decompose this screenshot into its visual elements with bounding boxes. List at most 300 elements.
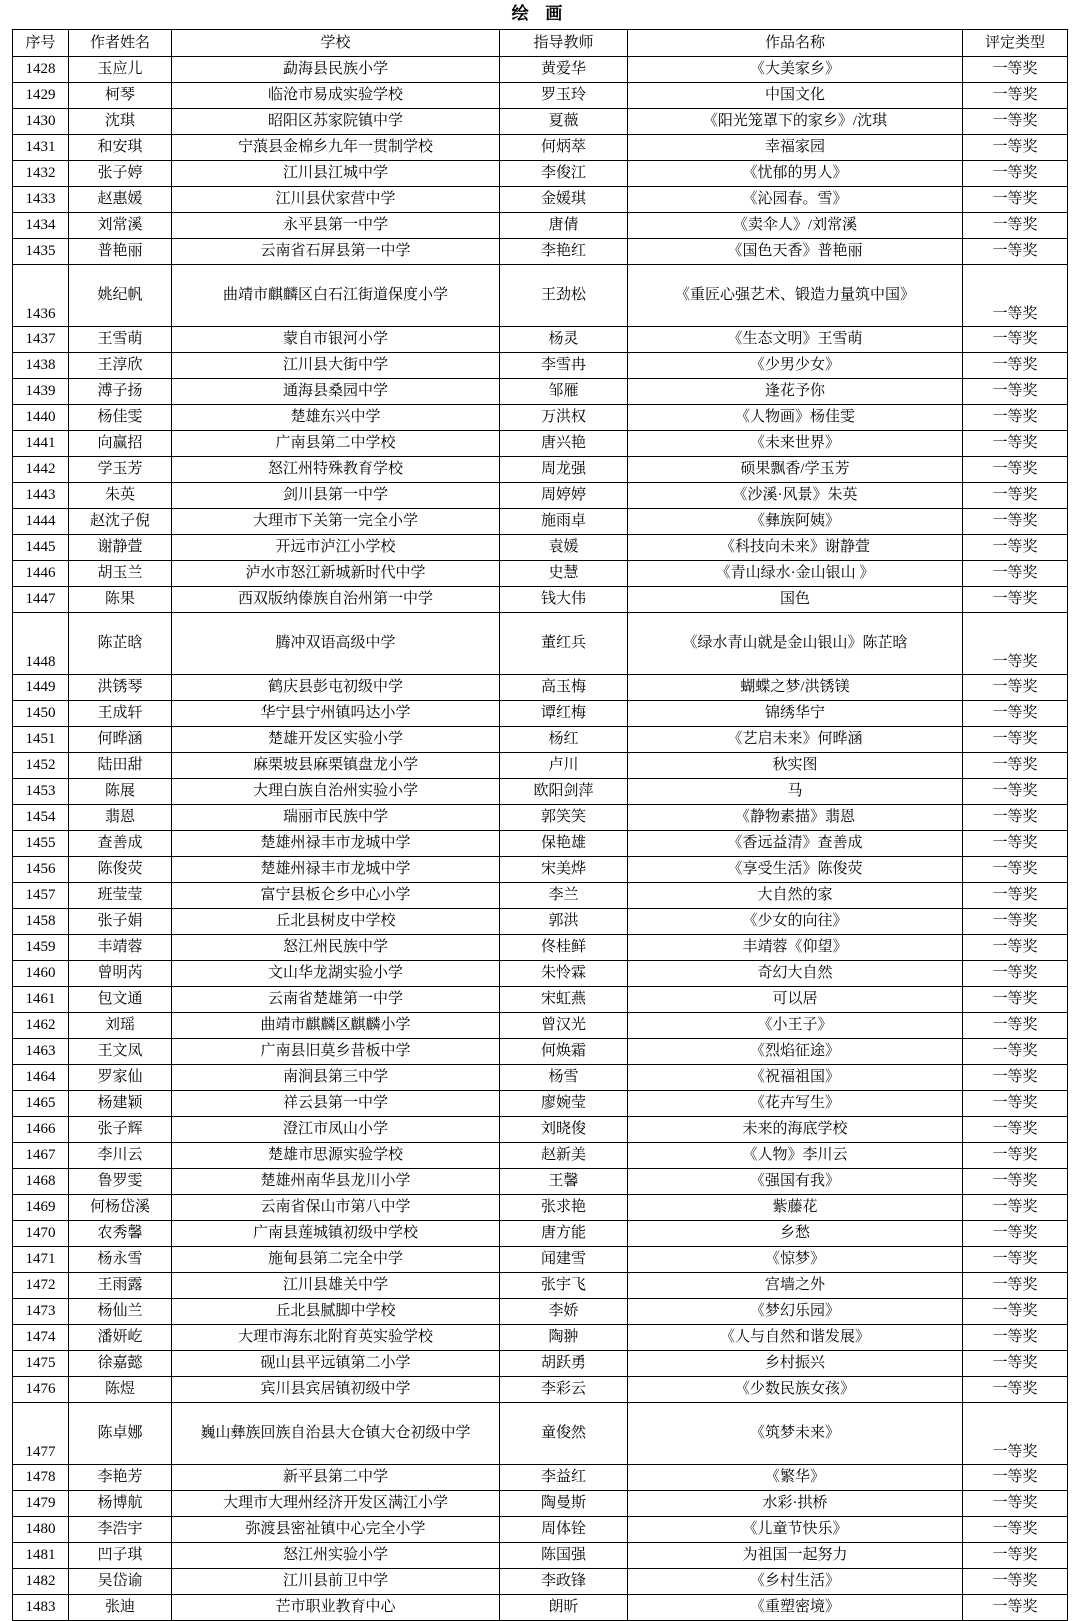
cell-author: 陈卓娜	[69, 1403, 172, 1465]
cell-school: 广南县旧莫乡昔板中学	[172, 1039, 500, 1065]
cell-author: 杨建颖	[69, 1091, 172, 1117]
cell-work: 《人与自然和谐发展》	[628, 1325, 963, 1351]
cell-author: 陈果	[69, 587, 172, 613]
cell-work: 《乡村生活》	[628, 1569, 963, 1595]
cell-award: 一等奖	[963, 1569, 1068, 1595]
cell-school: 曲靖市麒麟区白石江街道保度小学	[172, 265, 500, 327]
cell-seq: 1470	[13, 1221, 69, 1247]
cell-work: 逢花予你	[628, 379, 963, 405]
cell-school: 广南县莲城镇初级中学校	[172, 1221, 500, 1247]
cell-seq: 1433	[13, 187, 69, 213]
cell-award: 一等奖	[963, 213, 1068, 239]
cell-school: 瑞丽市民族中学	[172, 805, 500, 831]
cell-teacher: 邹雁	[500, 379, 628, 405]
table-row	[13, 561, 1068, 587]
column-header-school: 学校	[172, 30, 500, 57]
cell-school: 宾川县宾居镇初级中学	[172, 1377, 500, 1403]
cell-school: 剑川县第一中学	[172, 483, 500, 509]
cell-work: 《彝族阿姨》	[628, 509, 963, 535]
cell-seq: 1448	[13, 613, 69, 675]
cell-work: 《重匠心强艺术、锻造力量筑中国》	[628, 265, 963, 327]
cell-teacher: 杨红	[500, 727, 628, 753]
cell-award: 一等奖	[963, 1325, 1068, 1351]
cell-author: 杨永雪	[69, 1247, 172, 1273]
table-row	[13, 265, 1068, 327]
cell-teacher: 周龙强	[500, 457, 628, 483]
cell-award: 一等奖	[963, 1013, 1068, 1039]
cell-seq: 1473	[13, 1299, 69, 1325]
cell-seq: 1431	[13, 135, 69, 161]
table-row	[13, 987, 1068, 1013]
cell-award: 一等奖	[963, 727, 1068, 753]
cell-teacher: 夏薇	[500, 109, 628, 135]
cell-author: 胡玉兰	[69, 561, 172, 587]
cell-school: 蒙自市银河小学	[172, 327, 500, 353]
cell-seq: 1471	[13, 1247, 69, 1273]
cell-award: 一等奖	[963, 1273, 1068, 1299]
cell-teacher: 袁媛	[500, 535, 628, 561]
cell-school: 大理市下关第一完全小学	[172, 509, 500, 535]
cell-work: 《强国有我》	[628, 1169, 963, 1195]
cell-award: 一等奖	[963, 161, 1068, 187]
table-row	[13, 1595, 1068, 1621]
cell-author: 何杨岱溪	[69, 1195, 172, 1221]
cell-award: 一等奖	[963, 909, 1068, 935]
cell-work: 《惊梦》	[628, 1247, 963, 1273]
table-row	[13, 1351, 1068, 1377]
cell-author: 赵沈子倪	[69, 509, 172, 535]
cell-teacher: 何焕霜	[500, 1039, 628, 1065]
cell-award: 一等奖	[963, 1195, 1068, 1221]
cell-work: 硕果飘香/学玉芳	[628, 457, 963, 483]
cell-work: 《烈焰征途》	[628, 1039, 963, 1065]
cell-work: 乡愁	[628, 1221, 963, 1247]
cell-work: 《少数民族女孩》	[628, 1377, 963, 1403]
cell-teacher: 陈国强	[500, 1543, 628, 1569]
cell-award: 一等奖	[963, 187, 1068, 213]
cell-teacher: 李艳红	[500, 239, 628, 265]
table-row	[13, 1403, 1068, 1465]
table-row	[13, 779, 1068, 805]
cell-seq: 1446	[13, 561, 69, 587]
cell-author: 查善成	[69, 831, 172, 857]
cell-work: 秋实图	[628, 753, 963, 779]
cell-author: 李川云	[69, 1143, 172, 1169]
cell-author: 王雪萌	[69, 327, 172, 353]
cell-author: 曾明芮	[69, 961, 172, 987]
cell-school: 西双版纳傣族自治州第一中学	[172, 587, 500, 613]
cell-author: 李艳芳	[69, 1465, 172, 1491]
cell-school: 楚雄州南华县龙川小学	[172, 1169, 500, 1195]
cell-school: 大理市大理州经济开发区满江小学	[172, 1491, 500, 1517]
table-row	[13, 161, 1068, 187]
cell-author: 杨佳雯	[69, 405, 172, 431]
cell-seq: 1428	[13, 57, 69, 83]
cell-seq: 1462	[13, 1013, 69, 1039]
cell-award: 一等奖	[963, 353, 1068, 379]
cell-award: 一等奖	[963, 961, 1068, 987]
cell-school: 永平县第一中学	[172, 213, 500, 239]
cell-work: 《青山绿水·金山银山 》	[628, 561, 963, 587]
cell-school: 临沧市易成实验学校	[172, 83, 500, 109]
cell-award: 一等奖	[963, 1351, 1068, 1377]
cell-author: 王雨露	[69, 1273, 172, 1299]
cell-author: 刘瑶	[69, 1013, 172, 1039]
cell-school: 祥云县第一中学	[172, 1091, 500, 1117]
cell-award: 一等奖	[963, 1403, 1068, 1465]
cell-school: 芒市职业教育中心	[172, 1595, 500, 1621]
cell-work: 《沙溪·风景》朱英	[628, 483, 963, 509]
cell-seq: 1456	[13, 857, 69, 883]
table-row	[13, 613, 1068, 675]
cell-seq: 1477	[13, 1403, 69, 1465]
table-row	[13, 1377, 1068, 1403]
cell-teacher: 李彩云	[500, 1377, 628, 1403]
table-row	[13, 535, 1068, 561]
cell-award: 一等奖	[963, 1517, 1068, 1543]
table-row	[13, 909, 1068, 935]
cell-award: 一等奖	[963, 1169, 1068, 1195]
cell-teacher: 郭洪	[500, 909, 628, 935]
cell-author: 陈俊荧	[69, 857, 172, 883]
cell-teacher: 周婷婷	[500, 483, 628, 509]
cell-school: 楚雄东兴中学	[172, 405, 500, 431]
cell-author: 和安琪	[69, 135, 172, 161]
cell-work: 《祝福祖国》	[628, 1065, 963, 1091]
cell-seq: 1443	[13, 483, 69, 509]
cell-author: 张迪	[69, 1595, 172, 1621]
cell-work: 《艺启未来》何晔涵	[628, 727, 963, 753]
table-row	[13, 831, 1068, 857]
cell-author: 向赢招	[69, 431, 172, 457]
cell-school: 江川县江城中学	[172, 161, 500, 187]
cell-teacher: 谭红梅	[500, 701, 628, 727]
cell-work: 未来的海底学校	[628, 1117, 963, 1143]
cell-teacher: 高玉梅	[500, 675, 628, 701]
cell-author: 玉应儿	[69, 57, 172, 83]
cell-school: 泸水市怒江新城新时代中学	[172, 561, 500, 587]
table-header	[13, 30, 1068, 57]
cell-work: 乡村振兴	[628, 1351, 963, 1377]
table-row	[13, 83, 1068, 109]
award-list-table	[12, 29, 1068, 1621]
cell-author: 王文凤	[69, 1039, 172, 1065]
cell-teacher: 闻建雪	[500, 1247, 628, 1273]
cell-school: 华宁县宁州镇吗达小学	[172, 701, 500, 727]
cell-seq: 1452	[13, 753, 69, 779]
cell-seq: 1458	[13, 909, 69, 935]
cell-work: 锦绣华宁	[628, 701, 963, 727]
cell-author: 徐嘉懿	[69, 1351, 172, 1377]
page-title: 绘 画	[511, 4, 569, 23]
cell-author: 王淳欣	[69, 353, 172, 379]
column-header-teacher: 指导教师	[500, 30, 628, 57]
cell-award: 一等奖	[963, 831, 1068, 857]
cell-school: 云南省楚雄第一中学	[172, 987, 500, 1013]
table-row	[13, 57, 1068, 83]
cell-seq: 1476	[13, 1377, 69, 1403]
cell-seq: 1444	[13, 509, 69, 535]
cell-work: 《未来世界》	[628, 431, 963, 457]
cell-award: 一等奖	[963, 379, 1068, 405]
cell-award: 一等奖	[963, 1091, 1068, 1117]
cell-work: 国色	[628, 587, 963, 613]
cell-school: 怒江州实验小学	[172, 1543, 500, 1569]
cell-author: 杨仙兰	[69, 1299, 172, 1325]
cell-school: 楚雄市思源实验学校	[172, 1143, 500, 1169]
cell-teacher: 罗玉玲	[500, 83, 628, 109]
table-row	[13, 431, 1068, 457]
cell-author: 何晔涵	[69, 727, 172, 753]
cell-teacher: 李兰	[500, 883, 628, 909]
cell-award: 一等奖	[963, 701, 1068, 727]
cell-school: 富宁县板仑乡中心小学	[172, 883, 500, 909]
cell-work: 《筑梦未来》	[628, 1403, 963, 1465]
cell-work: 《科技向未来》谢静萱	[628, 535, 963, 561]
cell-teacher: 杨雪	[500, 1065, 628, 1091]
table-row	[13, 727, 1068, 753]
cell-author: 柯琴	[69, 83, 172, 109]
cell-seq: 1441	[13, 431, 69, 457]
cell-teacher: 张求艳	[500, 1195, 628, 1221]
table-row	[13, 1273, 1068, 1299]
cell-seq: 1472	[13, 1273, 69, 1299]
column-header-award: 评定类型	[963, 30, 1068, 57]
cell-school: 曲靖市麒麟区麒麟小学	[172, 1013, 500, 1039]
table-row	[13, 1517, 1068, 1543]
cell-author: 陈煜	[69, 1377, 172, 1403]
cell-teacher: 廖婉莹	[500, 1091, 628, 1117]
table-row	[13, 1491, 1068, 1517]
cell-seq: 1435	[13, 239, 69, 265]
cell-school: 大理市海东北附育英实验学校	[172, 1325, 500, 1351]
cell-award: 一等奖	[963, 135, 1068, 161]
cell-school: 怒江州特殊教育学校	[172, 457, 500, 483]
cell-teacher: 何炳萃	[500, 135, 628, 161]
table-row	[13, 935, 1068, 961]
cell-work: 水彩·拱桥	[628, 1491, 963, 1517]
cell-work: 《国色天香》普艳丽	[628, 239, 963, 265]
cell-teacher: 唐方能	[500, 1221, 628, 1247]
cell-work: 《静物素描》翡恩	[628, 805, 963, 831]
cell-work: 《儿童节快乐》	[628, 1517, 963, 1543]
table-row	[13, 187, 1068, 213]
cell-seq: 1479	[13, 1491, 69, 1517]
column-header-work: 作品名称	[628, 30, 963, 57]
cell-seq: 1461	[13, 987, 69, 1013]
cell-teacher: 佟桂鲜	[500, 935, 628, 961]
cell-teacher: 唐兴艳	[500, 431, 628, 457]
cell-seq: 1481	[13, 1543, 69, 1569]
cell-teacher: 黄爱华	[500, 57, 628, 83]
cell-award: 一等奖	[963, 509, 1068, 535]
cell-work: 《繁华》	[628, 1465, 963, 1491]
cell-teacher: 陶曼斯	[500, 1491, 628, 1517]
cell-school: 开远市泸江小学校	[172, 535, 500, 561]
cell-award: 一等奖	[963, 483, 1068, 509]
cell-author: 张子辉	[69, 1117, 172, 1143]
cell-teacher: 董红兵	[500, 613, 628, 675]
cell-author: 陈展	[69, 779, 172, 805]
table-row	[13, 805, 1068, 831]
cell-teacher: 万洪权	[500, 405, 628, 431]
cell-award: 一等奖	[963, 265, 1068, 327]
cell-award: 一等奖	[963, 587, 1068, 613]
cell-teacher: 唐倩	[500, 213, 628, 239]
cell-teacher: 宋美烨	[500, 857, 628, 883]
cell-seq: 1445	[13, 535, 69, 561]
cell-work: 《小王子》	[628, 1013, 963, 1039]
cell-teacher: 王劲松	[500, 265, 628, 327]
table-row	[13, 961, 1068, 987]
table-row	[13, 587, 1068, 613]
cell-award: 一等奖	[963, 561, 1068, 587]
cell-school: 丘北县树皮中学校	[172, 909, 500, 935]
cell-teacher: 杨灵	[500, 327, 628, 353]
table-row	[13, 1013, 1068, 1039]
cell-author: 沈琪	[69, 109, 172, 135]
table-row	[13, 1195, 1068, 1221]
cell-seq: 1467	[13, 1143, 69, 1169]
cell-seq: 1432	[13, 161, 69, 187]
cell-teacher: 王馨	[500, 1169, 628, 1195]
cell-award: 一等奖	[963, 857, 1068, 883]
cell-award: 一等奖	[963, 1377, 1068, 1403]
cell-author: 普艳丽	[69, 239, 172, 265]
cell-work: 《生态文明》王雪萌	[628, 327, 963, 353]
cell-seq: 1475	[13, 1351, 69, 1377]
cell-author: 朱英	[69, 483, 172, 509]
cell-award: 一等奖	[963, 327, 1068, 353]
table-row	[13, 753, 1068, 779]
cell-seq: 1437	[13, 327, 69, 353]
cell-work: 《花卉写生》	[628, 1091, 963, 1117]
table-row	[13, 1543, 1068, 1569]
cell-work: 紫藤花	[628, 1195, 963, 1221]
cell-award: 一等奖	[963, 57, 1068, 83]
cell-work: 《梦幻乐园》	[628, 1299, 963, 1325]
cell-author: 翡恩	[69, 805, 172, 831]
table-row	[13, 509, 1068, 535]
cell-author: 溥子扬	[69, 379, 172, 405]
cell-school: 施甸县第二完全中学	[172, 1247, 500, 1273]
cell-school: 楚雄州禄丰市龙城中学	[172, 857, 500, 883]
cell-school: 通海县桑园中学	[172, 379, 500, 405]
cell-award: 一等奖	[963, 779, 1068, 805]
cell-teacher: 曾汉光	[500, 1013, 628, 1039]
table-body	[13, 57, 1068, 1621]
cell-author: 鲁罗雯	[69, 1169, 172, 1195]
cell-school: 江川县雄关中学	[172, 1273, 500, 1299]
table-row	[13, 327, 1068, 353]
cell-work: 《香远益清》查善成	[628, 831, 963, 857]
cell-school: 江川县前卫中学	[172, 1569, 500, 1595]
cell-school: 麻栗坡县麻栗镇盘龙小学	[172, 753, 500, 779]
cell-seq: 1451	[13, 727, 69, 753]
cell-school: 云南省保山市第八中学	[172, 1195, 500, 1221]
cell-award: 一等奖	[963, 83, 1068, 109]
cell-school: 宁蒗县金棉乡九年一贯制学校	[172, 135, 500, 161]
table-row	[13, 701, 1068, 727]
cell-work: 《人物画》杨佳雯	[628, 405, 963, 431]
cell-teacher: 陶翀	[500, 1325, 628, 1351]
cell-work: 《大美家乡》	[628, 57, 963, 83]
cell-school: 怒江州民族中学	[172, 935, 500, 961]
cell-seq: 1429	[13, 83, 69, 109]
cell-school: 楚雄开发区实验小学	[172, 727, 500, 753]
cell-seq: 1469	[13, 1195, 69, 1221]
cell-award: 一等奖	[963, 1465, 1068, 1491]
cell-school: 腾冲双语高级中学	[172, 613, 500, 675]
cell-award: 一等奖	[963, 1299, 1068, 1325]
cell-seq: 1442	[13, 457, 69, 483]
cell-school: 勐海县民族小学	[172, 57, 500, 83]
cell-teacher: 李娇	[500, 1299, 628, 1325]
cell-author: 罗家仙	[69, 1065, 172, 1091]
cell-school: 鹤庆县彭屯初级中学	[172, 675, 500, 701]
cell-school: 楚雄州禄丰市龙城中学	[172, 831, 500, 857]
cell-seq: 1463	[13, 1039, 69, 1065]
cell-author: 吴岱谕	[69, 1569, 172, 1595]
cell-author: 班莹莹	[69, 883, 172, 909]
cell-school: 广南县第二中学校	[172, 431, 500, 457]
cell-work: 《人物》李川云	[628, 1143, 963, 1169]
cell-school: 文山华龙湖实验小学	[172, 961, 500, 987]
table-header-row	[13, 30, 1068, 57]
cell-teacher: 刘晓俊	[500, 1117, 628, 1143]
cell-seq: 1438	[13, 353, 69, 379]
cell-author: 学玉芳	[69, 457, 172, 483]
table-row	[13, 213, 1068, 239]
table-row	[13, 457, 1068, 483]
cell-teacher: 宋虹燕	[500, 987, 628, 1013]
cell-school: 砚山县平远镇第二小学	[172, 1351, 500, 1377]
cell-author: 农秀馨	[69, 1221, 172, 1247]
cell-work: 中国文化	[628, 83, 963, 109]
cell-school: 云南省石屏县第一中学	[172, 239, 500, 265]
cell-school: 昭阳区苏家院镇中学	[172, 109, 500, 135]
cell-author: 包文通	[69, 987, 172, 1013]
cell-teacher: 李俊江	[500, 161, 628, 187]
cell-award: 一等奖	[963, 753, 1068, 779]
cell-work: 丰靖蓉《仰望》	[628, 935, 963, 961]
table-row	[13, 135, 1068, 161]
cell-award: 一等奖	[963, 675, 1068, 701]
table-row	[13, 1325, 1068, 1351]
cell-award: 一等奖	[963, 457, 1068, 483]
table-row	[13, 109, 1068, 135]
cell-seq: 1474	[13, 1325, 69, 1351]
cell-seq: 1455	[13, 831, 69, 857]
cell-teacher: 朗昕	[500, 1595, 628, 1621]
cell-author: 姚纪帆	[69, 265, 172, 327]
table-row	[13, 1465, 1068, 1491]
cell-work: 《阳光笼罩下的家乡》/沈琪	[628, 109, 963, 135]
cell-author: 张子娟	[69, 909, 172, 935]
table-row	[13, 1039, 1068, 1065]
cell-work: 《沁园春。雪》	[628, 187, 963, 213]
cell-award: 一等奖	[963, 1247, 1068, 1273]
table-row	[13, 379, 1068, 405]
cell-teacher: 史慧	[500, 561, 628, 587]
cell-school: 弥渡县密祉镇中心完全小学	[172, 1517, 500, 1543]
table-row	[13, 1091, 1068, 1117]
cell-seq: 1436	[13, 265, 69, 327]
table-row	[13, 675, 1068, 701]
cell-seq: 1465	[13, 1091, 69, 1117]
table-row	[13, 1143, 1068, 1169]
cell-seq: 1439	[13, 379, 69, 405]
